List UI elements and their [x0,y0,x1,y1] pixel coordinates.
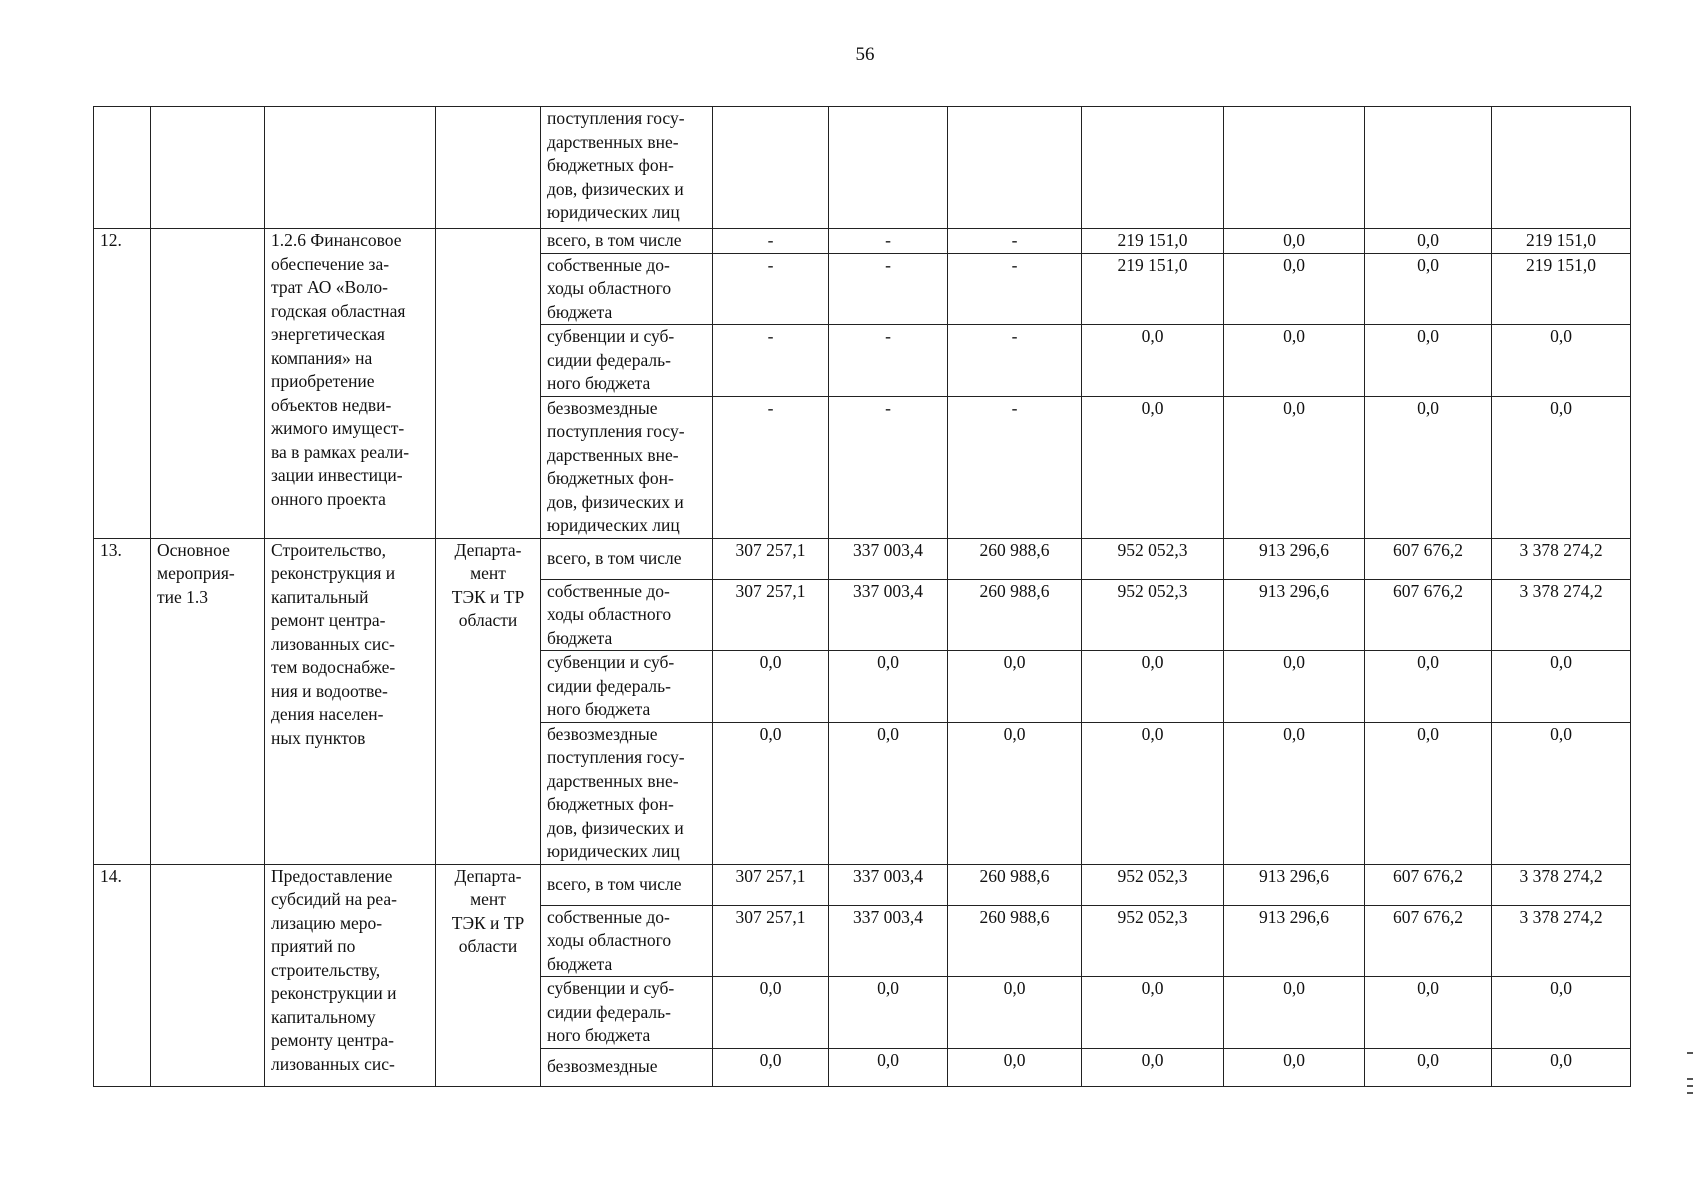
executor-cell [436,107,541,229]
funding-source-cell: субвенции и суб- сидии федераль- ного бюджета [541,651,713,723]
amount-cell: 337 003,4 [829,905,948,977]
amount-cell: - [829,396,948,538]
amount-cell: 0,0 [1082,1048,1224,1086]
amount-cell: 0,0 [713,977,829,1049]
amount-cell: 0,0 [1365,253,1492,325]
amount-cell: 219 151,0 [1082,253,1224,325]
amount-cell [948,107,1082,229]
table-row [94,864,1631,905]
amount-cell: 0,0 [1492,325,1631,397]
page-number: 56 [855,44,875,65]
executor-cell: Департа- мент ТЭК и ТР области [436,864,541,1086]
row-number-cell [94,107,151,229]
funding-source-cell: собственные до- ходы областного бюджета [541,253,713,325]
amount-cell: 0,0 [948,651,1082,723]
table-row [94,107,1631,229]
funding-source-cell: безвозмездные поступления госу- дарственных вне- бюджетных фон- дов, физических и юридических лиц [541,722,713,864]
amount-cell: 307 257,1 [713,864,829,905]
budget-table [93,106,1631,1087]
funding-source-cell: безвозмездные [541,1048,713,1086]
amount-cell: 3 378 274,2 [1492,905,1631,977]
funding-source-cell: безвозмездные поступления госу- дарственных вне- бюджетных фон- дов, физических и юридических лиц [541,396,713,538]
amount-cell: 260 988,6 [948,864,1082,905]
amount-cell: 307 257,1 [713,538,829,579]
amount-cell: 952 052,3 [1082,864,1224,905]
row-number-cell: 13. [94,538,151,864]
amount-cell: 0,0 [1492,396,1631,538]
amount-cell: - [713,229,829,254]
table-row [94,538,1631,579]
event-name-cell: 1.2.6 Финансовое обеспечение за- трат АО «Воло- годская областная энергетическая компания» на приобретение объектов недви- жимого имущест- ва в рамках реали- зации инвестици- онного проекта [265,229,436,539]
budget-table-body [94,107,1631,1087]
amount-cell: 913 296,6 [1224,905,1365,977]
amount-cell [1365,107,1492,229]
amount-cell: - [829,325,948,397]
amount-cell: 337 003,4 [829,864,948,905]
amount-cell: - [948,396,1082,538]
scan-edge-mark [1687,1092,1693,1094]
amount-cell: 0,0 [1224,396,1365,538]
amount-cell: 0,0 [829,651,948,723]
amount-cell: 0,0 [1365,977,1492,1049]
amount-cell: 219 151,0 [1492,229,1631,254]
amount-cell: 0,0 [713,1048,829,1086]
amount-cell: 0,0 [948,722,1082,864]
amount-cell: 0,0 [1365,1048,1492,1086]
amount-cell: - [713,396,829,538]
amount-cell: - [948,229,1082,254]
row-number-cell: 12. [94,229,151,539]
amount-cell: 0,0 [1492,651,1631,723]
amount-cell: 952 052,3 [1082,579,1224,651]
amount-cell: 3 378 274,2 [1492,579,1631,651]
amount-cell: 0,0 [948,977,1082,1049]
amount-cell: 337 003,4 [829,538,948,579]
amount-cell: - [829,253,948,325]
amount-cell: 0,0 [1365,651,1492,723]
amount-cell: 3 378 274,2 [1492,864,1631,905]
amount-cell: 0,0 [713,651,829,723]
event-name-cell [265,107,436,229]
amount-cell: 913 296,6 [1224,538,1365,579]
main-event-cell [151,229,265,539]
amount-cell: 0,0 [1224,722,1365,864]
amount-cell: 0,0 [1365,396,1492,538]
event-name-cell: Предоставление субсидий на реа- лизацию меро- приятий по строительству, реконструкции и капитальному ремонту центра- лизованных сис- [265,864,436,1086]
executor-cell [436,229,541,539]
amount-cell: 219 151,0 [1082,229,1224,254]
amount-cell: 0,0 [829,1048,948,1086]
amount-cell: 0,0 [1082,977,1224,1049]
amount-cell: - [948,253,1082,325]
funding-source-cell: собственные до- ходы областного бюджета [541,905,713,977]
amount-cell: 0,0 [1224,1048,1365,1086]
amount-cell: 0,0 [829,977,948,1049]
funding-source-cell: субвенции и суб- сидии федераль- ного бюджета [541,977,713,1049]
amount-cell: 219 151,0 [1492,253,1631,325]
amount-cell: 607 676,2 [1365,579,1492,651]
main-event-cell [151,107,265,229]
amount-cell: 0,0 [1492,722,1631,864]
amount-cell: 0,0 [713,722,829,864]
amount-cell: 3 378 274,2 [1492,538,1631,579]
amount-cell: - [829,229,948,254]
amount-cell [1492,107,1631,229]
scan-edge-mark [1687,1052,1693,1054]
amount-cell: 260 988,6 [948,905,1082,977]
funding-source-cell: собственные до- ходы областного бюджета [541,579,713,651]
table-row [94,229,1631,254]
amount-cell: 337 003,4 [829,579,948,651]
amount-cell: 952 052,3 [1082,905,1224,977]
funding-source-cell: всего, в том числе [541,864,713,905]
amount-cell: 0,0 [1082,651,1224,723]
amount-cell: 0,0 [1492,1048,1631,1086]
amount-cell: 0,0 [1224,651,1365,723]
amount-cell: 0,0 [948,1048,1082,1086]
amount-cell: 0,0 [1082,396,1224,538]
amount-cell: 0,0 [1365,325,1492,397]
amount-cell: 607 676,2 [1365,864,1492,905]
funding-source-cell: всего, в том числе [541,229,713,254]
amount-cell: 260 988,6 [948,579,1082,651]
scan-edge-mark [1687,1078,1693,1080]
amount-cell: 0,0 [1224,325,1365,397]
amount-cell: - [713,253,829,325]
main-event-cell [151,864,265,1086]
scan-edge-mark [1687,1085,1693,1087]
amount-cell: 952 052,3 [1082,538,1224,579]
amount-cell: 607 676,2 [1365,905,1492,977]
main-event-cell: Основное мероприя- тие 1.3 [151,538,265,864]
amount-cell: 307 257,1 [713,905,829,977]
amount-cell: 0,0 [1082,325,1224,397]
amount-cell: 0,0 [829,722,948,864]
funding-source-cell: субвенции и суб- сидии федераль- ного бюджета [541,325,713,397]
amount-cell: 0,0 [1082,722,1224,864]
amount-cell: 0,0 [1224,977,1365,1049]
amount-cell: 913 296,6 [1224,864,1365,905]
amount-cell: - [713,325,829,397]
funding-source-cell: всего, в том числе [541,538,713,579]
amount-cell [1224,107,1365,229]
row-number-cell: 14. [94,864,151,1086]
amount-cell [829,107,948,229]
amount-cell: 0,0 [1365,722,1492,864]
amount-cell: 260 988,6 [948,538,1082,579]
amount-cell [1082,107,1224,229]
amount-cell: 913 296,6 [1224,579,1365,651]
amount-cell: 607 676,2 [1365,538,1492,579]
executor-cell: Департа- мент ТЭК и ТР области [436,538,541,864]
amount-cell: 0,0 [1492,977,1631,1049]
funding-source-cell: поступления госу- дарственных вне- бюджетных фон- дов, физических и юридических лиц [541,107,713,229]
amount-cell: 0,0 [1224,253,1365,325]
amount-cell: 0,0 [1365,229,1492,254]
amount-cell: - [948,325,1082,397]
amount-cell: 307 257,1 [713,579,829,651]
amount-cell: 0,0 [1224,229,1365,254]
amount-cell [713,107,829,229]
event-name-cell: Строительство, реконструкция и капитальный ремонт центра- лизованных сис- тем водоснабже- ния и водоотве- дения населен- ных пунктов [265,538,436,864]
